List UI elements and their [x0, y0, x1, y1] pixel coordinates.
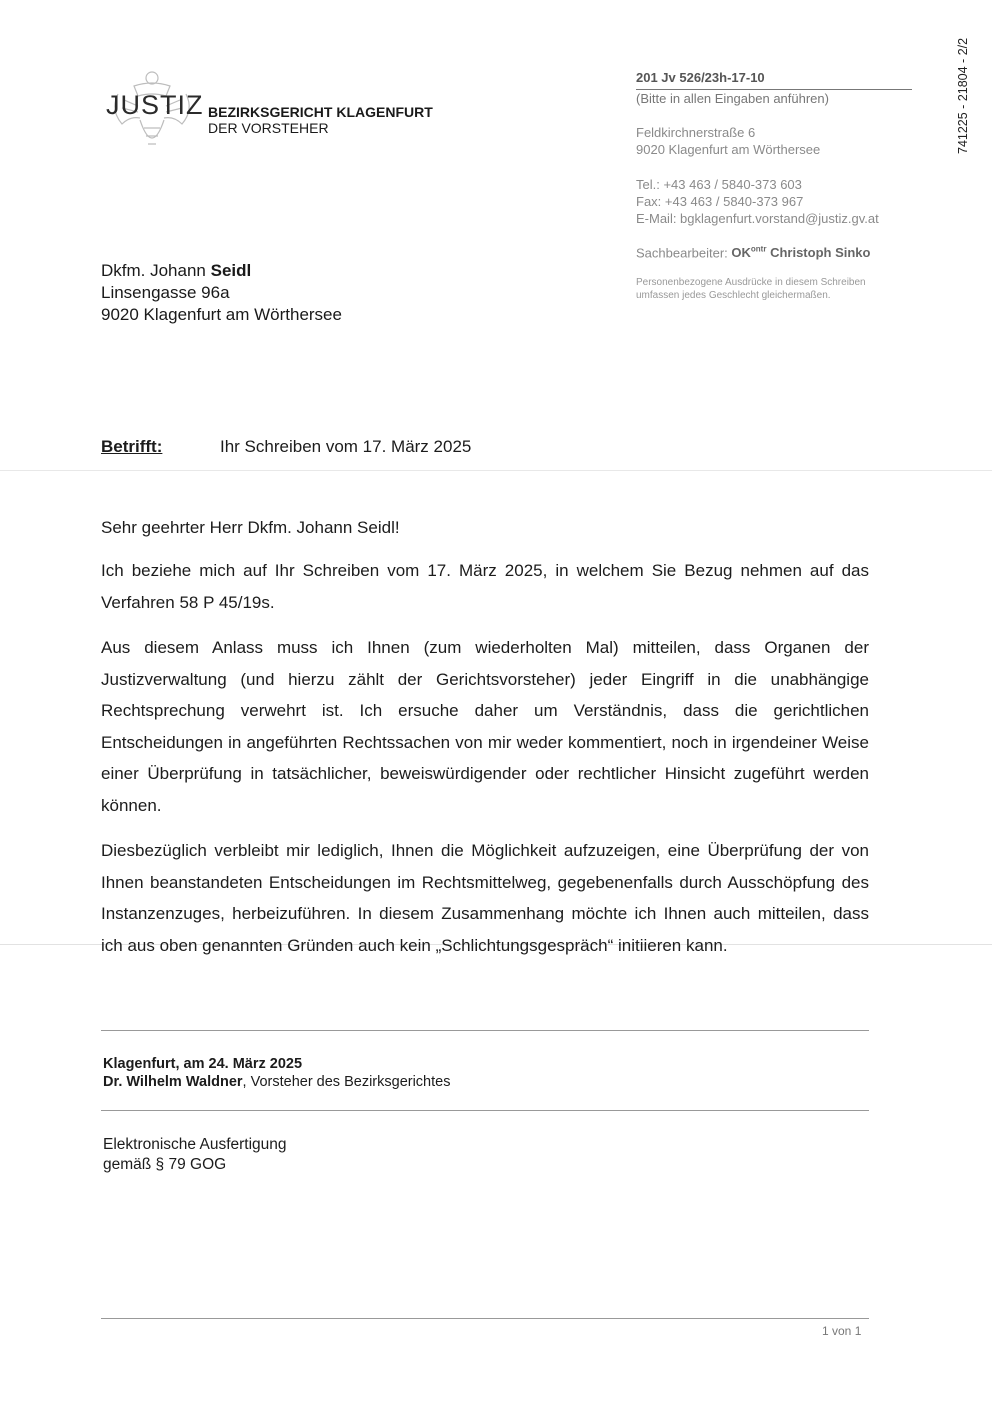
gender-note — [636, 276, 866, 302]
contact-tel: Tel.: +43 463 / 5840-373 603 — [636, 177, 802, 192]
gender-note-line1: Personenbezogene Ausdrücke in diesem Schreiben — [636, 277, 866, 288]
recipient-title-first: Dkfm. Johann — [101, 261, 211, 280]
address-street: Feldkirchnerstraße 6 — [636, 125, 756, 140]
subject-text: Ihr Schreiben vom 17. März 2025 — [220, 437, 472, 456]
reference-divider — [636, 89, 912, 90]
signer-line — [103, 1073, 450, 1091]
electronic-line2: gemäß § 79 GOG — [103, 1156, 227, 1173]
court-address — [636, 124, 820, 158]
recipient-name — [101, 260, 342, 282]
justiz-logo — [104, 66, 204, 158]
electronic-line1: Elektronische Ausfertigung — [103, 1136, 287, 1153]
recipient-address — [101, 260, 342, 326]
salutation: Sehr geehrter Herr Dkfm. Johann Seidl! — [101, 518, 400, 537]
signature-block — [103, 1055, 450, 1091]
paragraph-1: Ich beziehe mich auf Ihr Schreiben vom 17. März 2025, in welchem Sie Bezug nehmen auf das Verfahren 58 P 45/19s. — [101, 561, 869, 612]
place-date: Klagenfurt, am 24. März 2025 — [103, 1056, 303, 1072]
signature-divider-top — [101, 1030, 869, 1031]
side-number-text: 741225 - 21804 - 2/2 — [956, 37, 970, 154]
recipient-city: 9020 Klagenfurt am Wörthersee — [101, 305, 342, 324]
paragraph-2: Aus diesem Anlass muss ich Ihnen (zum wiederholten Mal) mitteilen, dass Organen der Justizverwaltung (und hierzu zählt der Gerichtsvorsteher) jeder Eingriff in die unabhängige Rechtsprechung verwehrt ist. Ich ersuche daher um Verständnis, dass die gerichtlichen Entscheidungen in angeführten Rechtssachen von mir weder kommentiert, noch in irgendeiner Weise einer Überprüfung in tatsächlicher, beweiswürdigender oder rechtlicher Hinsicht zugeführt werden können. — [101, 638, 869, 815]
contact-email[interactable]: E-Mail: bgklagenfurt.vorstand@justiz.gv.at — [636, 211, 879, 226]
signer-role: , Vorsteher des Bezirksgerichtes — [242, 1074, 451, 1090]
scan-artifact-line — [0, 470, 992, 471]
reference-number: 201 Jv 526/23h-17-10 — [636, 70, 765, 85]
side-number — [948, 20, 978, 160]
clerk-title-sup: ontr — [750, 245, 767, 254]
contact-fax: Fax: +43 463 / 5840-373 967 — [636, 194, 804, 209]
clerk-label: Sachbearbeiter: — [636, 245, 732, 261]
reference-note: (Bitte in allen Eingaben anführen) — [636, 91, 829, 106]
clerk-title: OK — [731, 245, 751, 261]
clerk-line — [636, 245, 870, 260]
recipient-street: Linsengasse 96a — [101, 283, 230, 302]
subject-label: Betrifft: — [101, 437, 163, 456]
contact-block — [636, 176, 879, 227]
footer-divider — [101, 1318, 869, 1319]
signer-name: Dr. Wilhelm Waldner — [103, 1074, 243, 1090]
signature-divider-bottom — [101, 1110, 869, 1111]
court-sub: DER VORSTEHER — [208, 120, 329, 136]
court-header — [208, 104, 433, 136]
page-number: 1 von 1 — [822, 1324, 862, 1338]
clerk-name: Christoph Sinko — [766, 245, 871, 261]
logo-text: JUSTIZ — [106, 90, 204, 120]
paragraph-3: Diesbezüglich verbleibt mir lediglich, Ihnen die Möglichkeit aufzuzeigen, eine Überprüfung der von Ihnen beanstandeten Entscheidungen im Rechtsmittelweg, gegebenenfalls durch Ausschöpfung des Instanzenzuges, herbeizuführen. In diesem Zusammenhang möchte ich Ihnen auch mitteilen, dass ich aus oben genannten Gründen auch kein „Schlichtungsgespräch“ initiieren kann. — [101, 841, 869, 955]
court-name: BEZIRKSGERICHT KLAGENFURT — [208, 104, 433, 120]
recipient-surname: Seidl — [210, 261, 252, 280]
gender-note-line2: umfassen jedes Geschlecht gleichermaßen. — [636, 290, 831, 301]
address-city: 9020 Klagenfurt am Wörthersee — [636, 142, 821, 157]
electronic-note — [103, 1135, 287, 1175]
